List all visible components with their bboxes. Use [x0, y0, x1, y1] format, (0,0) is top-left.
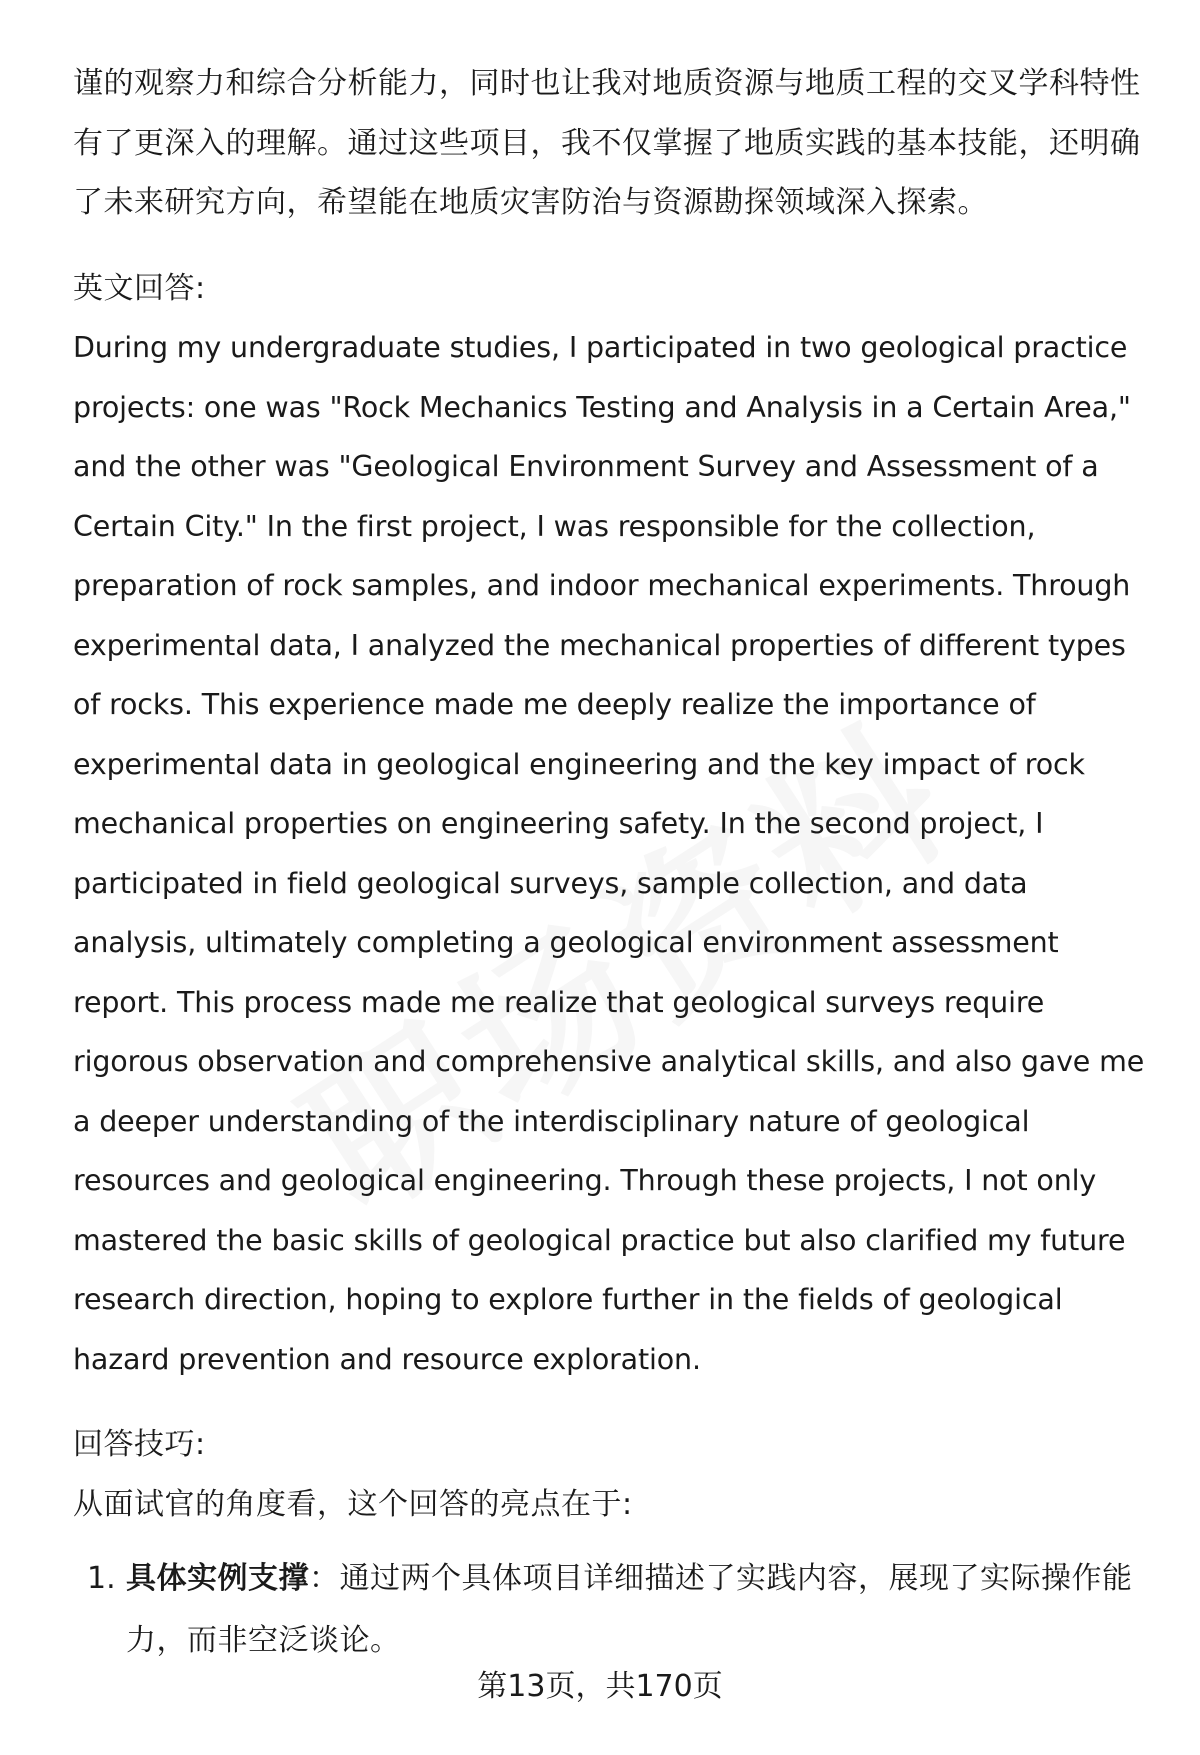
spacer — [73, 1389, 1153, 1415]
tips-intro: 从面试官的角度看，这个回答的亮点在于: — [73, 1486, 633, 1522]
list-item-body — [126, 1548, 1153, 1672]
tips-heading: 回答技巧: — [73, 1427, 206, 1462]
document-page — [73, 54, 1153, 1672]
list-item-number: 1. — [87, 1561, 116, 1596]
intro-paragraph-cn: 谨的观察力和综合分析能力，同时也让我对地质资源与地质工程的交叉学科特性有了更深入的理解。通过这些项目，我不仅掌握了地质实践的基本技能，还明确了未来研究方向，希望能在地质灾害防治与资源勘探领域深入探索。 — [73, 66, 1141, 220]
list-item-title: 具体实例支撑 — [126, 1561, 309, 1596]
spacer — [73, 1534, 1153, 1548]
tips-list — [73, 1548, 1153, 1672]
english-answer-paragraph: During my undergraduate studies, I participated in two geological practice projects: one was "Rock Mechanics Testing and Analysis in a Certain Area," and the other was "Geological Environment Survey and Assessment of a Certain City." In the first project, I was responsible for the collection, preparation of rock samples, and indoor mechanical experiments. Through experimental data, I analyzed the mechanical properties of different types of rocks. This experience made me deeply realize the importance of experimental data in geological engineering and the key impact of rock mechanical properties on engineering safety. In the second project, I participated in field geological surveys, sample collection, and data analysis, ultimately completing a geological environment assessment report. This process made me realize that geological surveys require rigorous observation and comprehensive analytical skills, and also gave me a deeper understanding of the interdisciplinary nature of geological resources and geological engineering. Through these projects, I not only mastered the basic skills of geological practice but also clarified my future research direction, hoping to explore further in the fields of geological hazard prevention and resource exploration. — [73, 331, 1145, 1376]
list-item — [73, 1548, 1153, 1672]
spacer — [73, 233, 1153, 259]
page-number: 第13页，共170页 — [477, 1669, 723, 1704]
list-item-text: ：通过两个具体项目详细描述了实践内容，展现了实际操作能力，而非空泛谈论。 — [126, 1561, 1133, 1658]
english-answer-heading: 英文回答: — [73, 270, 206, 306]
